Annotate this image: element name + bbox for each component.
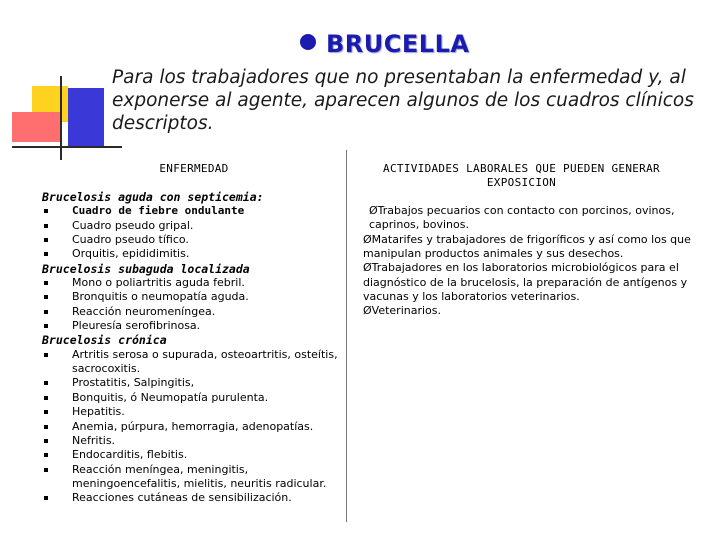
list-item: Anemia, púrpura, hemorragia, adenopatías. — [44, 420, 344, 434]
square-bullet-icon — [44, 310, 48, 314]
slide-title-text: BRUCELLA — [326, 30, 470, 58]
group-title: Brucelosis subaguda localizada — [42, 261, 250, 276]
square-bullet-icon — [44, 439, 48, 443]
square-bullet-icon — [44, 224, 48, 228]
square-bullet-icon — [44, 238, 48, 242]
activity-item: ØTrabajos pecuarios con contacto con porcinos, ovinos, caprinos, bovinos. — [369, 204, 675, 232]
list-item: Prostatitis, Salpingitis, — [44, 376, 344, 390]
square-bullet-icon — [44, 281, 48, 285]
list-item: Endocarditis, flebitis. — [44, 448, 344, 462]
decorative-blue-square — [68, 88, 104, 148]
square-bullet-icon — [44, 324, 48, 328]
activity-item: ØVeterinarios. — [363, 304, 442, 318]
list-item: Mono o poliartritis aguda febril. — [44, 276, 344, 290]
list-item: Orquitis, epididimitis. — [44, 247, 344, 261]
activities-list — [349, 204, 694, 319]
square-bullet-icon — [44, 252, 48, 256]
square-bullet-icon — [44, 209, 48, 213]
decorative-red-square — [12, 112, 62, 142]
square-bullet-icon — [44, 295, 48, 299]
decorative-horizontal-line — [12, 146, 122, 148]
activities-column-header: ACTIVIDADES LABORALES QUE PUEDEN GENERAR EXPOSICION — [383, 162, 660, 189]
intro-text: Para los trabajadores que no presentaban la enfermedad y, al exponerse al agente, aparecen algunos de los cuadros clínicos descriptos. — [112, 67, 694, 134]
list-item: Cuadro pseudo gripal. — [44, 219, 344, 233]
column-divider — [346, 150, 347, 522]
activities-column — [349, 150, 694, 522]
group-title: Brucelosis aguda con septicemia: — [42, 190, 264, 204]
square-bullet-icon — [44, 410, 48, 414]
list-item: Reacciones cutáneas de sensibilización. — [44, 491, 344, 505]
disease-column — [44, 150, 344, 522]
list-item: Bonquitis, ó Neumopatía purulenta. — [44, 391, 344, 405]
list-item: Reacción neuromeníngea. — [44, 305, 344, 319]
list-item: Cuadro de fiebre ondulante — [44, 204, 344, 218]
activity-item: ØMatarifes y trabajadores de frigoríficos y así como los que manipulan productos animales y sus desechos. — [363, 232, 691, 261]
group-title: Brucelosis crónica — [42, 333, 167, 348]
square-bullet-icon — [44, 496, 48, 500]
activity-item: ØTrabajadores en los laboratorios microbiológicos para el diagnóstico de la brucelosis, la preparación de antígenos y vacunas y los laboratorios veterinarios. — [363, 261, 688, 304]
bullet-icon — [300, 34, 316, 50]
list-item: Hepatitis. — [44, 405, 344, 419]
square-bullet-icon — [44, 453, 48, 457]
disease-list — [44, 190, 344, 506]
list-item: Artritis serosa o supurada, osteoartritis, osteítis, sacrocoxitis. — [44, 348, 344, 377]
list-item: Cuadro pseudo tífico. — [44, 233, 344, 247]
square-bullet-icon — [44, 396, 48, 400]
square-bullet-icon — [44, 353, 48, 357]
slide-title — [300, 30, 469, 58]
list-item: Bronquitis o neumopatía aguda. — [44, 290, 344, 304]
list-item: Reacción meníngea, meningitis, meningoencefalitis, mielitis, neuritis radicular. — [44, 463, 344, 492]
list-item: Nefritis. — [44, 434, 344, 448]
square-bullet-icon — [44, 468, 48, 472]
disease-column-header: ENFERMEDAD — [159, 162, 229, 175]
disease-activity-table — [44, 150, 694, 522]
list-item: Pleuresía serofibrinosa. — [44, 319, 344, 333]
square-bullet-icon — [44, 381, 48, 385]
square-bullet-icon — [44, 425, 48, 429]
